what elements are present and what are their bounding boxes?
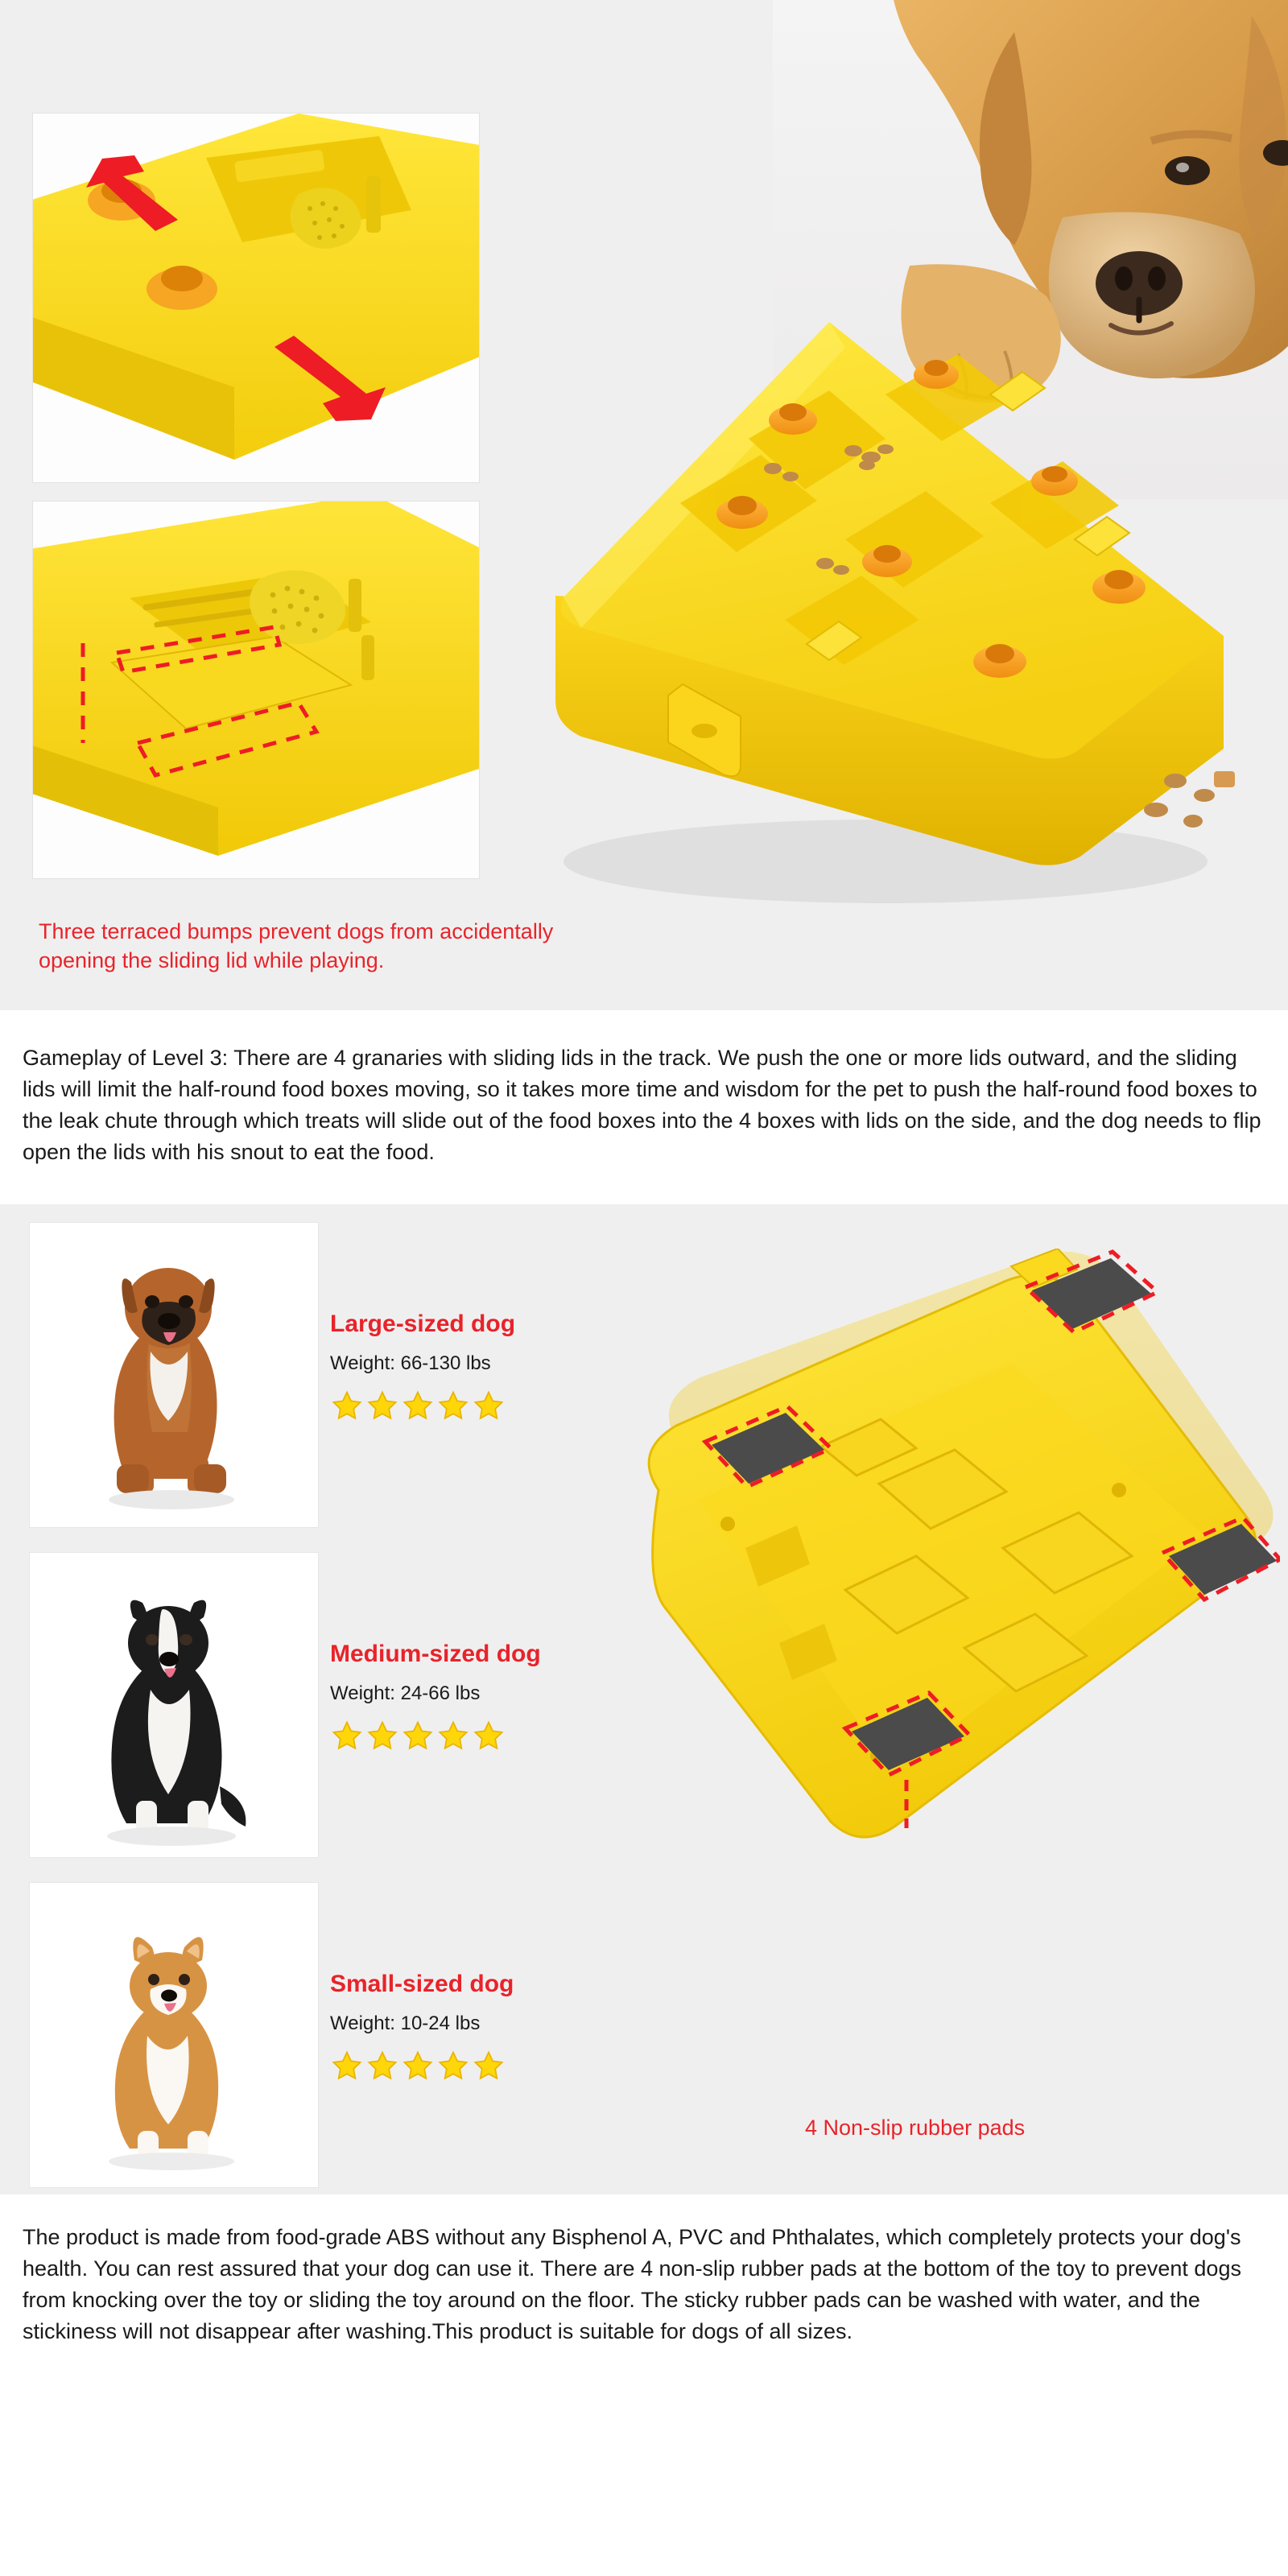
material-info-text: The product is made from food-grade ABS without any Bisphenol A, PVC and Phthalates, which completely protects your dog's health. You can rest assured that your dog can use it. There are 4 non-slip rubber pads at the bottom of the toy to prevent dogs from knocking over the toy or sliding the toy around on the floor. The sticky rubber pads can be washed with water, and the stickiness will not disappear after washing.This product is suitable for dogs of all sizes.	[23, 2224, 1241, 2343]
size-title-medium: Medium-sized dog	[330, 1640, 541, 1667]
size-info-small	[330, 1971, 514, 2083]
rating-stars-small	[330, 2050, 514, 2083]
size-title-small: Small-sized dog	[330, 1970, 514, 1997]
hero-section	[0, 0, 1288, 1010]
gameplay-section	[0, 1010, 1288, 1204]
material-info-section	[0, 2194, 1288, 2380]
dog-sizes-section	[0, 1204, 1288, 2194]
gameplay-text: Gameplay of Level 3: There are 4 granaries with sliding lids in the track. We push the one or more lids outward, and the sliding lids will limit the half-round food boxes moving, so it takes more time and wisdom for the pet to push the half-round food boxes to the leak chute through which treats will slide out of the food boxes into the 4 boxes with lids on the side, and the dog needs to flip open the lids with his snout to eat the food.	[23, 1046, 1261, 1165]
rating-stars-large	[330, 1389, 515, 1423]
dog-photo-card-large	[29, 1222, 319, 1528]
puzzle-toy-image	[507, 298, 1256, 966]
dog-photo-card-small	[29, 1882, 319, 2188]
size-title-large: Large-sized dog	[330, 1310, 516, 1337]
size-weight-large: Weight: 66-130 lbs	[330, 1352, 491, 1374]
inset-track-closeup	[32, 501, 480, 879]
size-weight-medium: Weight: 24-66 lbs	[330, 1682, 481, 1704]
hero-caption-line-1: Three terraced bumps prevent dogs from accidentally	[39, 919, 554, 943]
hero-caption-line-2: opening the sliding lid while playing.	[39, 947, 385, 972]
rubber-pads-caption: 4 Non-slip rubber pads	[805, 2115, 1026, 2140]
size-info-medium	[330, 1641, 541, 1753]
inset-arrows-closeup	[32, 113, 480, 483]
rating-stars-medium	[330, 1719, 541, 1753]
size-weight-small: Weight: 10-24 lbs	[330, 2012, 481, 2034]
size-info-large	[330, 1311, 515, 1423]
toy-underside-image	[555, 1249, 1280, 2086]
dog-photo-card-medium	[29, 1552, 319, 1858]
hero-caption	[39, 918, 908, 975]
